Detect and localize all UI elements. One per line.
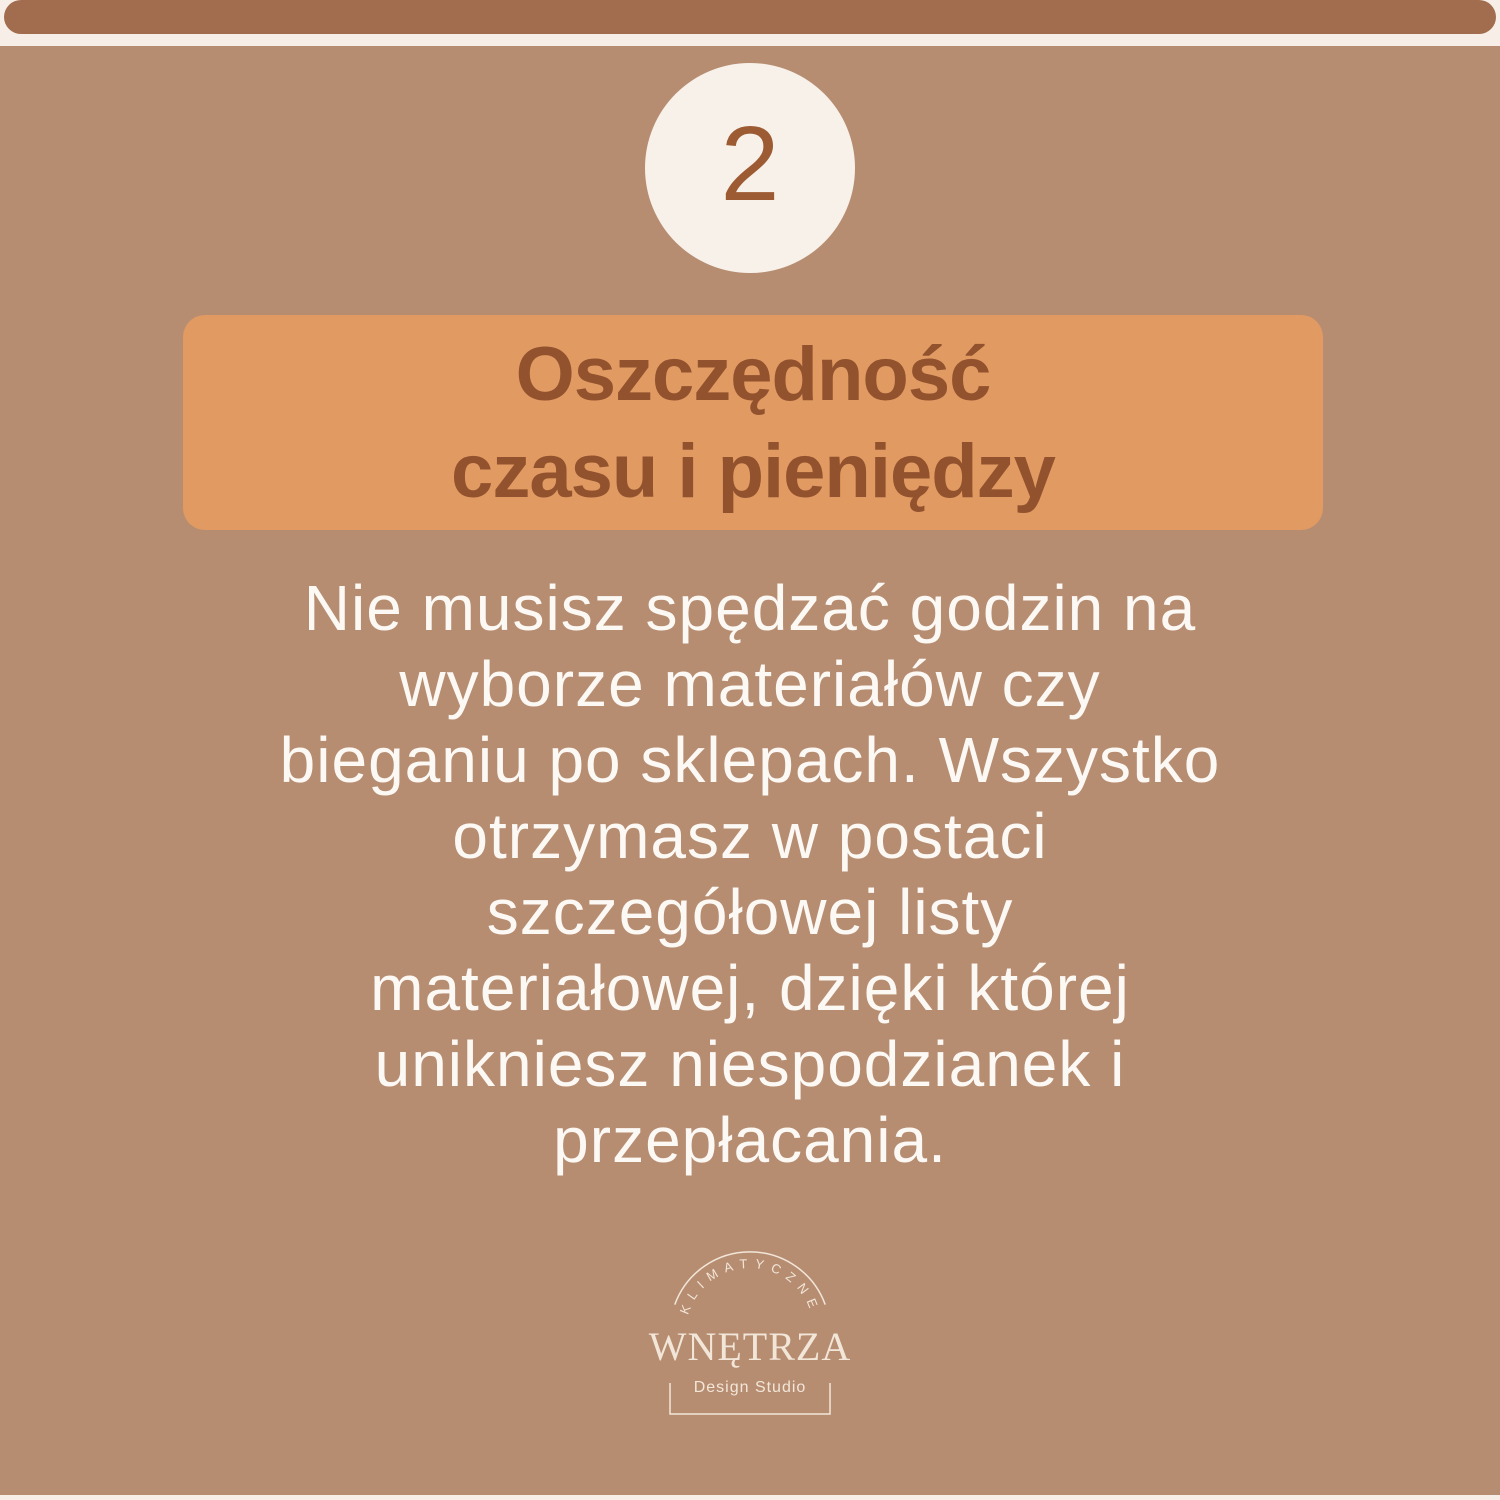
logo-subtitle-text: Design Studio bbox=[693, 1379, 807, 1396]
body-line: Nie musisz spędzać godzin na bbox=[303, 572, 1197, 644]
step-badge bbox=[645, 63, 855, 273]
body-line: otrzymasz w postaci bbox=[452, 800, 1048, 872]
logo-name-text: WNĘTRZA bbox=[648, 1324, 852, 1369]
body-line: przepłacania. bbox=[553, 1104, 947, 1176]
step-number: 2 bbox=[720, 105, 780, 223]
title-banner bbox=[183, 315, 1323, 530]
body-line: materiałowej, dzięki której bbox=[370, 952, 1130, 1024]
title-line-1: Oszczędność bbox=[515, 331, 991, 417]
brand-logo bbox=[640, 1243, 860, 1433]
body-text bbox=[90, 570, 1410, 1178]
brand-logo-graphic bbox=[640, 1243, 860, 1433]
body-line: bieganiu po sklepach. Wszystko bbox=[279, 724, 1221, 796]
body-line: szczegółowej listy bbox=[486, 876, 1014, 948]
title-line-2: czasu i pieniędzy bbox=[451, 428, 1055, 514]
logo-arc-text: KLIMATYCZNE bbox=[676, 1255, 824, 1317]
body-line: wyborze materiałów czy bbox=[399, 648, 1101, 720]
top-accent-bar bbox=[4, 0, 1496, 34]
body-line: unikniesz niespodzianek i bbox=[374, 1028, 1126, 1100]
content-card bbox=[0, 46, 1500, 1495]
